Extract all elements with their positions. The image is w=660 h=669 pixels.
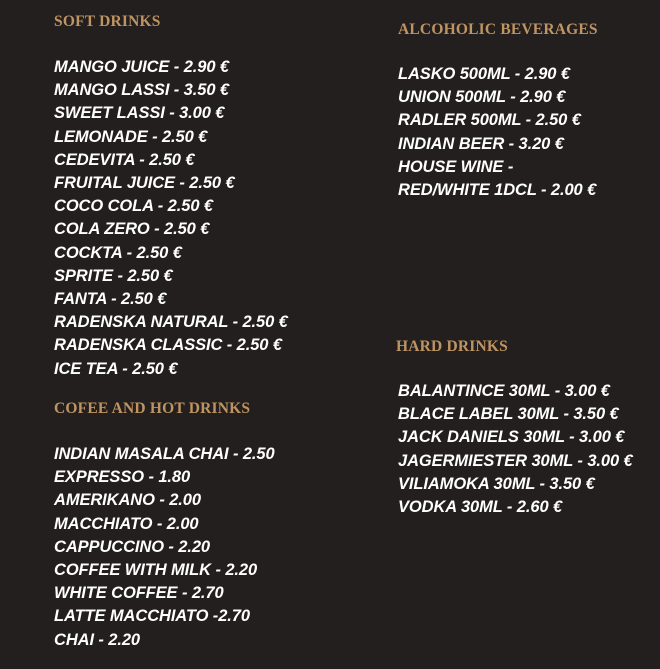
menu-item: FRUITAL JUICE - 2.50 €	[54, 174, 235, 193]
menu-item: MACCHIATO - 2.00	[54, 514, 199, 533]
coffee-hot-drinks-section	[54, 400, 275, 652]
menu-item: WHITE COFFEE - 2.70	[54, 584, 224, 603]
alcoholic-beverages-heading: ALCOHOLIC BEVERAGES	[398, 21, 598, 38]
menu-item: MANGO JUICE - 2.90 €	[54, 58, 229, 76]
menu-item: COCKTA - 2.50 €	[54, 243, 182, 262]
coffee-hot-drinks-list	[54, 443, 275, 652]
menu-item: HOUSE WINE - RED/WHITE 1DCL - 2.00 €	[398, 157, 597, 200]
hard-drinks-section	[396, 338, 633, 519]
soft-drinks-heading: SOFT DRINKS	[54, 13, 161, 30]
menu-item: JACK DANIELS 30ML - 3.00 €	[398, 428, 625, 447]
menu-item: VILIAMOKA 30ML - 3.50 €	[398, 474, 595, 493]
menu-item: INDIAN BEER - 3.20 €	[398, 134, 564, 153]
menu-item: JAGERMIESTER 30ML - 3.00 €	[398, 451, 633, 470]
soft-drinks-list	[54, 56, 288, 381]
menu-item: LATTE MACCHIATO -2.70	[54, 607, 250, 626]
menu-item: LEMONADE - 2.50 €	[54, 127, 208, 146]
menu-item: INDIAN MASALA CHAI - 2.50	[54, 445, 275, 463]
menu-item: EXPRESSO - 1.80	[54, 468, 191, 487]
menu-item: VODKA 30ML - 2.60 €	[398, 498, 563, 517]
menu-item: BLACE LABEL 30ML - 3.50 €	[398, 405, 619, 424]
menu-item: UNION 500ML - 2.90 €	[398, 88, 566, 107]
menu-item: CEDEVITA - 2.50 €	[54, 150, 195, 169]
menu-item: SWEET LASSI - 3.00 €	[54, 104, 225, 123]
hard-drinks-list	[396, 380, 633, 519]
menu-item: CHAI - 2.20	[54, 630, 141, 649]
menu-item: RADENSKA CLASSIC - 2.50 €	[54, 336, 282, 355]
menu-item: SPRITE - 2.50 €	[54, 266, 173, 285]
soft-drinks-section	[54, 13, 288, 381]
alcoholic-beverages-section	[398, 21, 598, 202]
alcoholic-beverages-list	[398, 63, 598, 202]
menu-item: MANGO LASSI - 3.50 €	[54, 81, 229, 100]
menu-item: ICE TEA - 2.50 €	[54, 359, 178, 378]
menu-item: COFFEE WITH MILK - 2.20	[54, 561, 258, 580]
menu-item: LASKO 500ML - 2.90 €	[398, 65, 570, 83]
menu-item: FANTA - 2.50 €	[54, 290, 167, 309]
menu-item: AMERIKANO - 2.00	[54, 491, 201, 510]
menu-item: RADENSKA NATURAL - 2.50 €	[54, 313, 288, 332]
menu-item: RADLER 500ML - 2.50 €	[398, 111, 581, 130]
menu-item: COCO COLA - 2.50 €	[54, 197, 213, 216]
hard-drinks-heading: HARD DRINKS	[396, 338, 509, 355]
menu-item: BALANTINCE 30ML - 3.00 €	[398, 382, 610, 400]
coffee-hot-drinks-heading: COFEE AND HOT DRINKS	[54, 400, 251, 417]
menu-item: CAPPUCCINO - 2.20	[54, 537, 211, 556]
menu-item: COLA ZERO - 2.50 €	[54, 220, 210, 239]
